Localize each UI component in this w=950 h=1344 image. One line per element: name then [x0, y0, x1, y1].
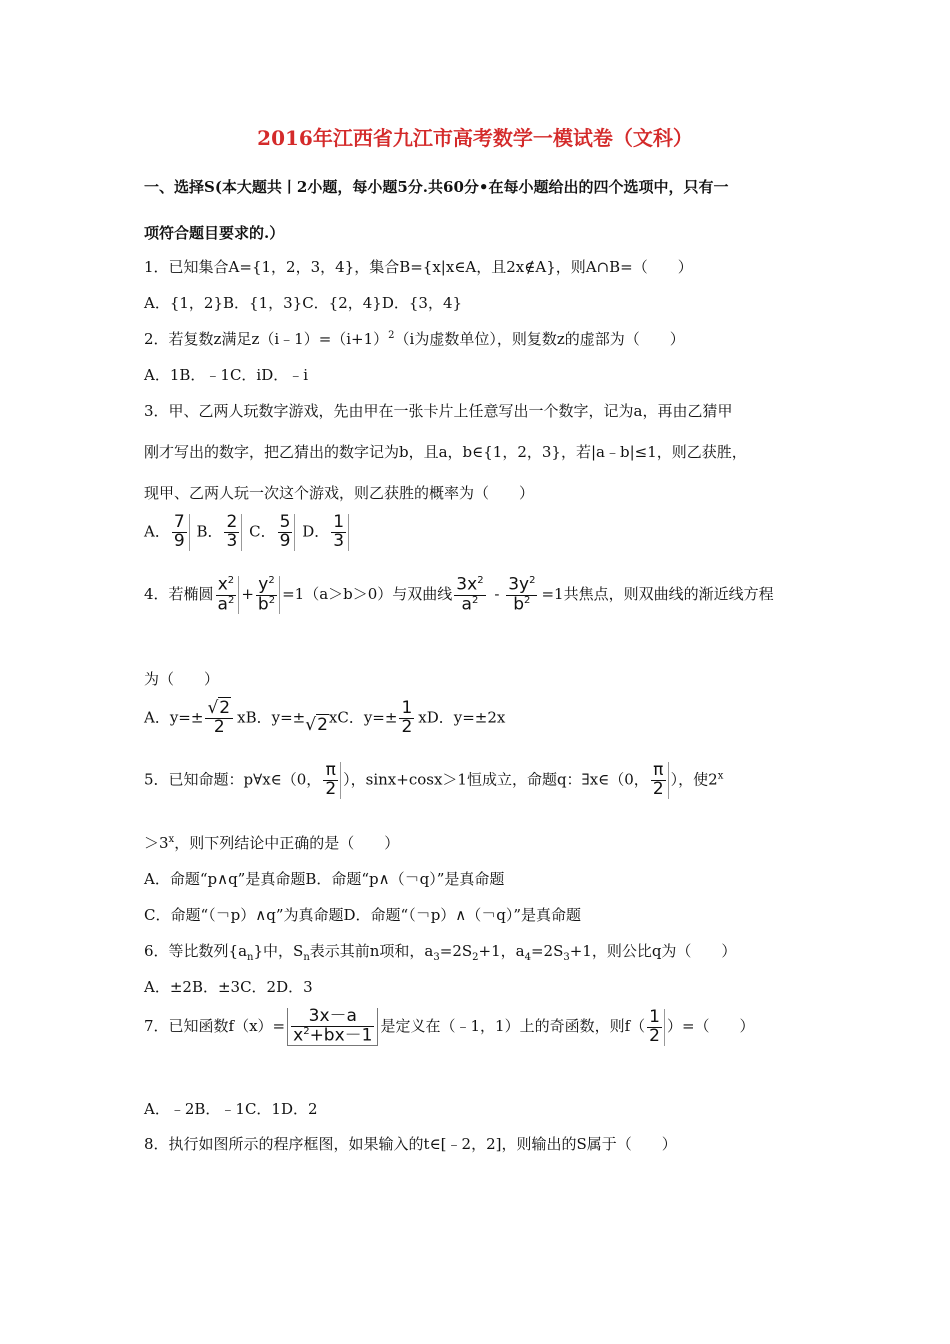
question-2-options: A．1B．﹣1C．iD．﹣i	[144, 366, 309, 384]
q3-option-d-fraction: $\frac{1}{3}$	[331, 514, 349, 551]
page-title: 2016年江西省九江市高考数学一模试卷（文科）	[257, 126, 693, 150]
q4-plus: +	[241, 585, 254, 603]
q4-option-b-label: xB．y=±	[237, 708, 306, 727]
q4-option-c-label: xC．y=±	[328, 708, 398, 727]
q5-suffix: ），使2	[670, 770, 718, 789]
q7-prefix: 7．已知函数f（x）=	[144, 1017, 286, 1036]
q3-option-a-fraction: $\frac{7}{9}$	[172, 514, 190, 551]
q5-prefix: 5．已知命题：p∀x∈（0，	[144, 770, 322, 789]
question-3-options	[144, 514, 351, 551]
question-3-line2: 刚才写出的数字，把乙猜出的数字记为b，且a，b∈{1，2，3}，若|a﹣b|≤1，则乙获胜，	[144, 443, 747, 461]
question-4	[144, 576, 774, 614]
q5-middle-text: ），sinx+cosx＞1恒成立，命题q：∃x∈（0，	[343, 770, 649, 789]
question-1-options: A．{1，2}B．{1，3}C．{2，4}D．{3，4}	[144, 294, 463, 312]
section-header-line1: 一、选择S(本大题共丨2小题，每小题5分.共60分•在每小题给出的四个选项中，只有一	[144, 178, 729, 196]
q3-option-c-label: C．	[249, 522, 276, 541]
q4-option-a-label: A．y=±	[144, 708, 204, 727]
question-6: 6．等比数列$\{a_n\}$中，$S_n$表示其前n项和，$a_3=2S_2+1$，$a_4=2S_3+1$，则公比q为（ ）	[144, 942, 737, 963]
q5-pi-half-2: $\frac{\pi}{2}$	[651, 762, 669, 799]
q4-minus: -	[494, 585, 500, 603]
question-5	[144, 762, 723, 799]
question-5-options-ab: A．命题“p∧q”是真命题B．命题“p∧（￢q）”是真命题	[144, 870, 505, 888]
question-8: 8．执行如图所示的程序框图，如果输入的t∈[﹣2，2]，则输出的S属于（ ）	[144, 1135, 677, 1153]
q4-prefix: 4．若椭圆	[144, 585, 214, 603]
q4-option-d-label: xD．y=±2x	[418, 708, 506, 727]
question-4-options	[144, 700, 505, 737]
q7-middle-text: 是定义在（﹣1，1）上的奇函数，则f（	[380, 1017, 646, 1036]
q4-hyperbola-x-term: $\frac{3x^2}{a^2}$	[456, 574, 484, 615]
q4-option-b-sqrt: √2	[305, 715, 328, 736]
q4-suffix: =1共焦点，则双曲线的渐近线方程	[541, 585, 774, 603]
q4-option-c-fraction: $\frac{1}{2}$	[401, 698, 413, 737]
q3-option-d-label: D．	[302, 522, 330, 541]
q3-option-b-label: B．	[196, 522, 223, 541]
section-header-line2: 项符合题目要求的.）	[144, 224, 285, 242]
q5-exponent-x: x	[717, 770, 724, 782]
q3-option-b-fraction: $\frac{2}{3}$	[224, 514, 242, 551]
question-5-line2: $>3^x$，则下列结论中正确的是（ ）	[144, 834, 400, 852]
q2-text-b: （i为虚数单位），则复数z的虚部为（ ）	[394, 330, 685, 348]
q3-option-a-label: A．	[144, 522, 170, 541]
q7-function-fraction: $\frac{3x-a}{x^2+bx-1}$	[287, 1008, 378, 1046]
q5-pi-half-1: $\frac{\pi}{2}$	[323, 762, 341, 799]
question-3-line1: 3．甲、乙两人玩数字游戏，先由甲在一张卡片上任意写出一个数字，记为a，再由乙猜甲	[144, 402, 733, 420]
question-1: 1．已知集合A={1，2，3，4}，集合B={x|x∈A，且2x∉A}，则A∩B=（ ）	[144, 258, 693, 276]
question-7	[144, 1008, 755, 1046]
q4-ellipse-x-term: $\frac{x^2}{a^2}$	[216, 576, 240, 614]
q7-half-fraction: $\frac{1}{2}$	[647, 1009, 665, 1046]
q7-suffix: ）=（ ）	[666, 1017, 755, 1036]
q2-text-a: 2．若复数z满足z（i﹣1）=（i+1）	[144, 330, 389, 348]
q4-middle-text: =1（a＞b＞0）与双曲线	[282, 585, 453, 603]
question-2	[144, 328, 685, 349]
q4-ellipse-y-term: $\frac{y^2}{b^2}$	[256, 576, 280, 614]
question-7-options: A．﹣2B．﹣1C．1D．2	[144, 1100, 318, 1118]
question-4-line2: 为（ ）	[144, 670, 220, 688]
question-5-options-cd: C．命题“（￢p）∧q”为真命题D．命题“（￢p）∧（￢q）”是真命题	[144, 906, 582, 924]
question-3-line3: 现甲、乙两人玩一次这个游戏，则乙获胜的概率为（ ）	[144, 484, 535, 502]
q3-option-c-fraction: $\frac{5}{9}$	[278, 514, 296, 551]
q4-option-a-fraction: $\frac{√2}{2}$	[205, 700, 235, 737]
q4-hyperbola-y-term: $\frac{3y^2}{b^2}$	[508, 574, 536, 615]
q2-exponent: 2	[388, 330, 395, 341]
question-6-options: A．±2B．±3C．2D．3	[144, 978, 313, 996]
